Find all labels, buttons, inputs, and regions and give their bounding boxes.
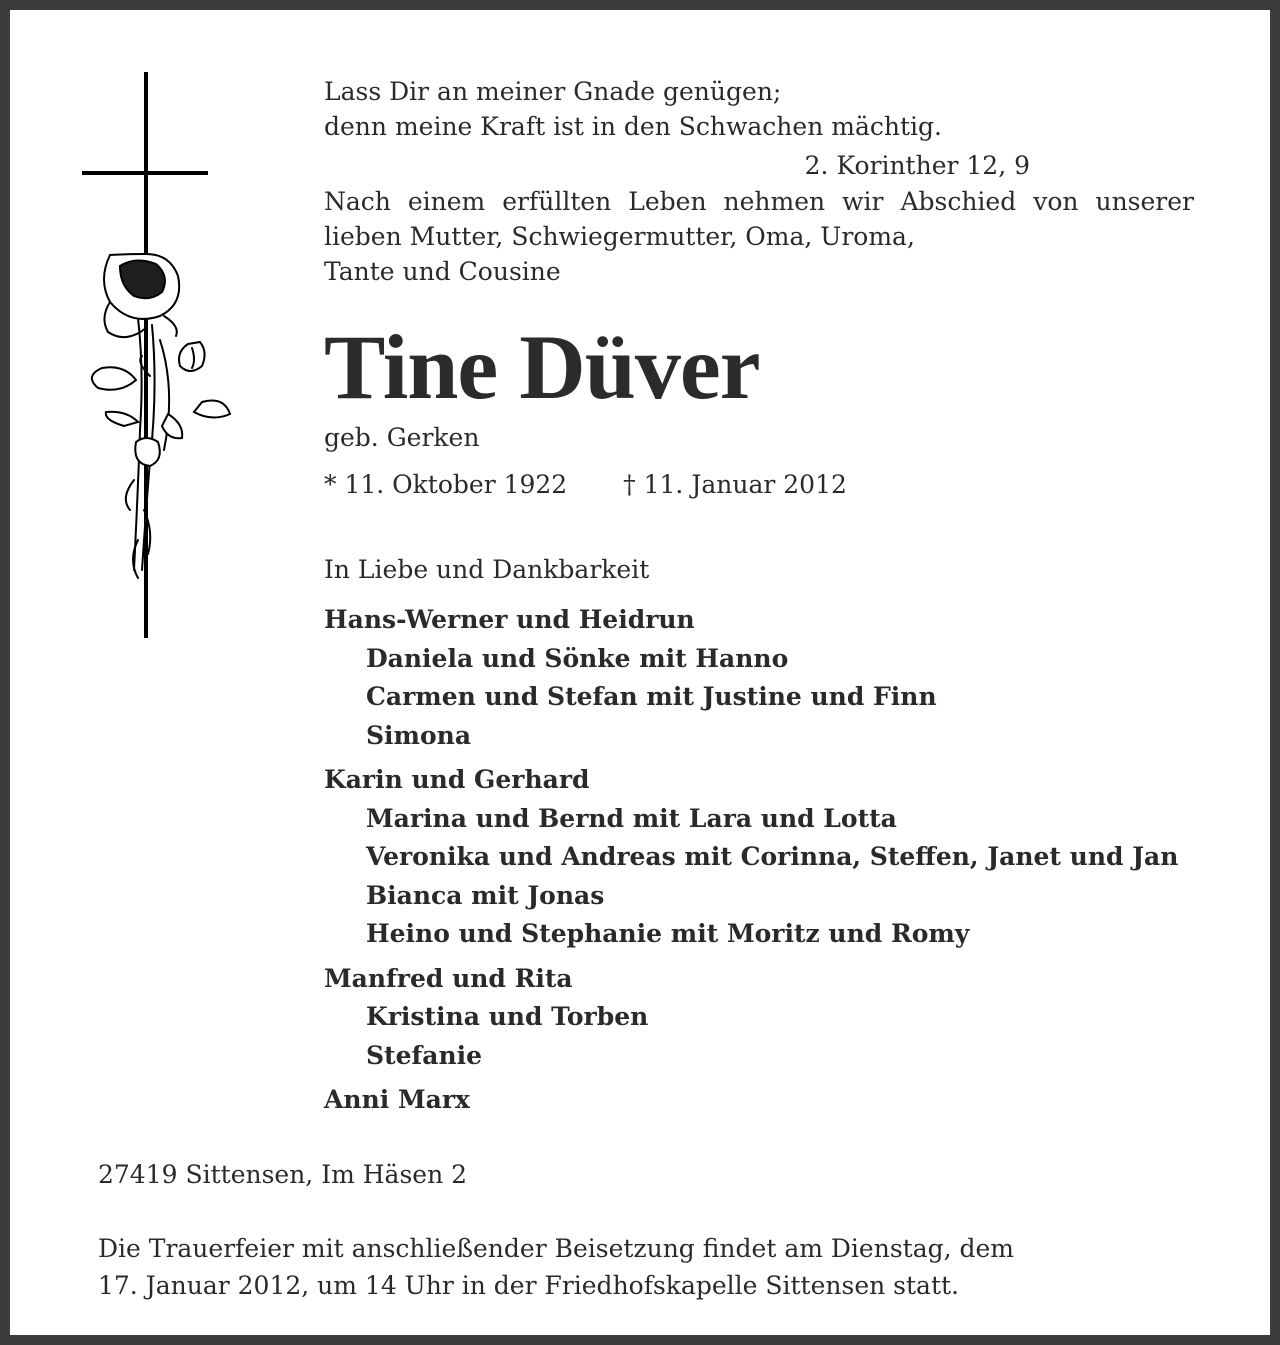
family-group	[324, 1081, 1194, 1120]
family-head: Anni Marx	[324, 1085, 470, 1114]
birth-date: * 11. Oktober 1922	[324, 470, 568, 499]
deceased-name: Tine Düver	[324, 316, 760, 418]
address: 27419 Sittensen, Im Häsen 2	[98, 1160, 468, 1189]
family-member: Bianca mit Jonas	[366, 880, 605, 910]
bible-quote	[324, 74, 1194, 144]
family-head: Karin und Gerhard	[324, 765, 590, 794]
death-date: † 11. Januar 2012	[623, 470, 847, 499]
closing-line: In Liebe und Dankbarkeit	[324, 555, 650, 584]
funeral-info	[98, 1230, 1198, 1304]
family-group	[324, 761, 1194, 954]
family-member: Daniela und Sönke mit Hanno	[366, 643, 789, 673]
quote-line: Lass Dir an meiner Gnade genügen;	[324, 77, 782, 106]
family-group	[324, 601, 1194, 755]
family-group	[324, 960, 1194, 1076]
funeral-line: 17. Januar 2012, um 14 Uhr in der Friedhofskapelle Sittensen statt.	[98, 1271, 959, 1300]
funeral-line: Die Trauerfeier mit anschließender Beisetzung findet am Dienstag, dem	[98, 1234, 1015, 1263]
family-list	[324, 601, 1194, 1120]
obituary-main-text	[324, 74, 1194, 1126]
intro-last-line: Tante und Cousine	[324, 257, 561, 286]
family-member: Heino und Stephanie mit Moritz und Romy	[366, 919, 970, 948]
intro-text: Nach einem erfüllten Leben nehmen wir Abschied von unserer lieben Mutter, Schwiegermutter, Oma, Uroma,	[324, 187, 1194, 251]
family-member: Kristina und Torben	[366, 1002, 649, 1031]
maiden-name: geb. Gerken	[324, 423, 480, 452]
family-member: Carmen und Stefan mit Justine und Finn	[366, 682, 937, 711]
family-head: Manfred und Rita	[324, 963, 573, 993]
family-member: Simona	[366, 720, 472, 750]
quote-reference: 2. Korinther 12, 9	[804, 151, 1030, 180]
obituary-notice	[10, 10, 1270, 1335]
family-member: Veronika und Andreas mit Corinna, Steffen, Janet und Jan	[366, 842, 1179, 871]
quote-line: denn meine Kraft ist in den Schwachen mächtig.	[324, 112, 942, 141]
family-member: Stefanie	[366, 1040, 483, 1070]
rose-icon	[92, 254, 230, 578]
life-dates	[324, 467, 1194, 502]
cross-with-rose-icon	[80, 70, 240, 660]
intro-paragraph	[324, 184, 1194, 289]
family-member: Marina und Bernd mit Lara und Lotta	[366, 803, 897, 833]
family-head: Hans-Werner und Heidrun	[324, 605, 695, 634]
